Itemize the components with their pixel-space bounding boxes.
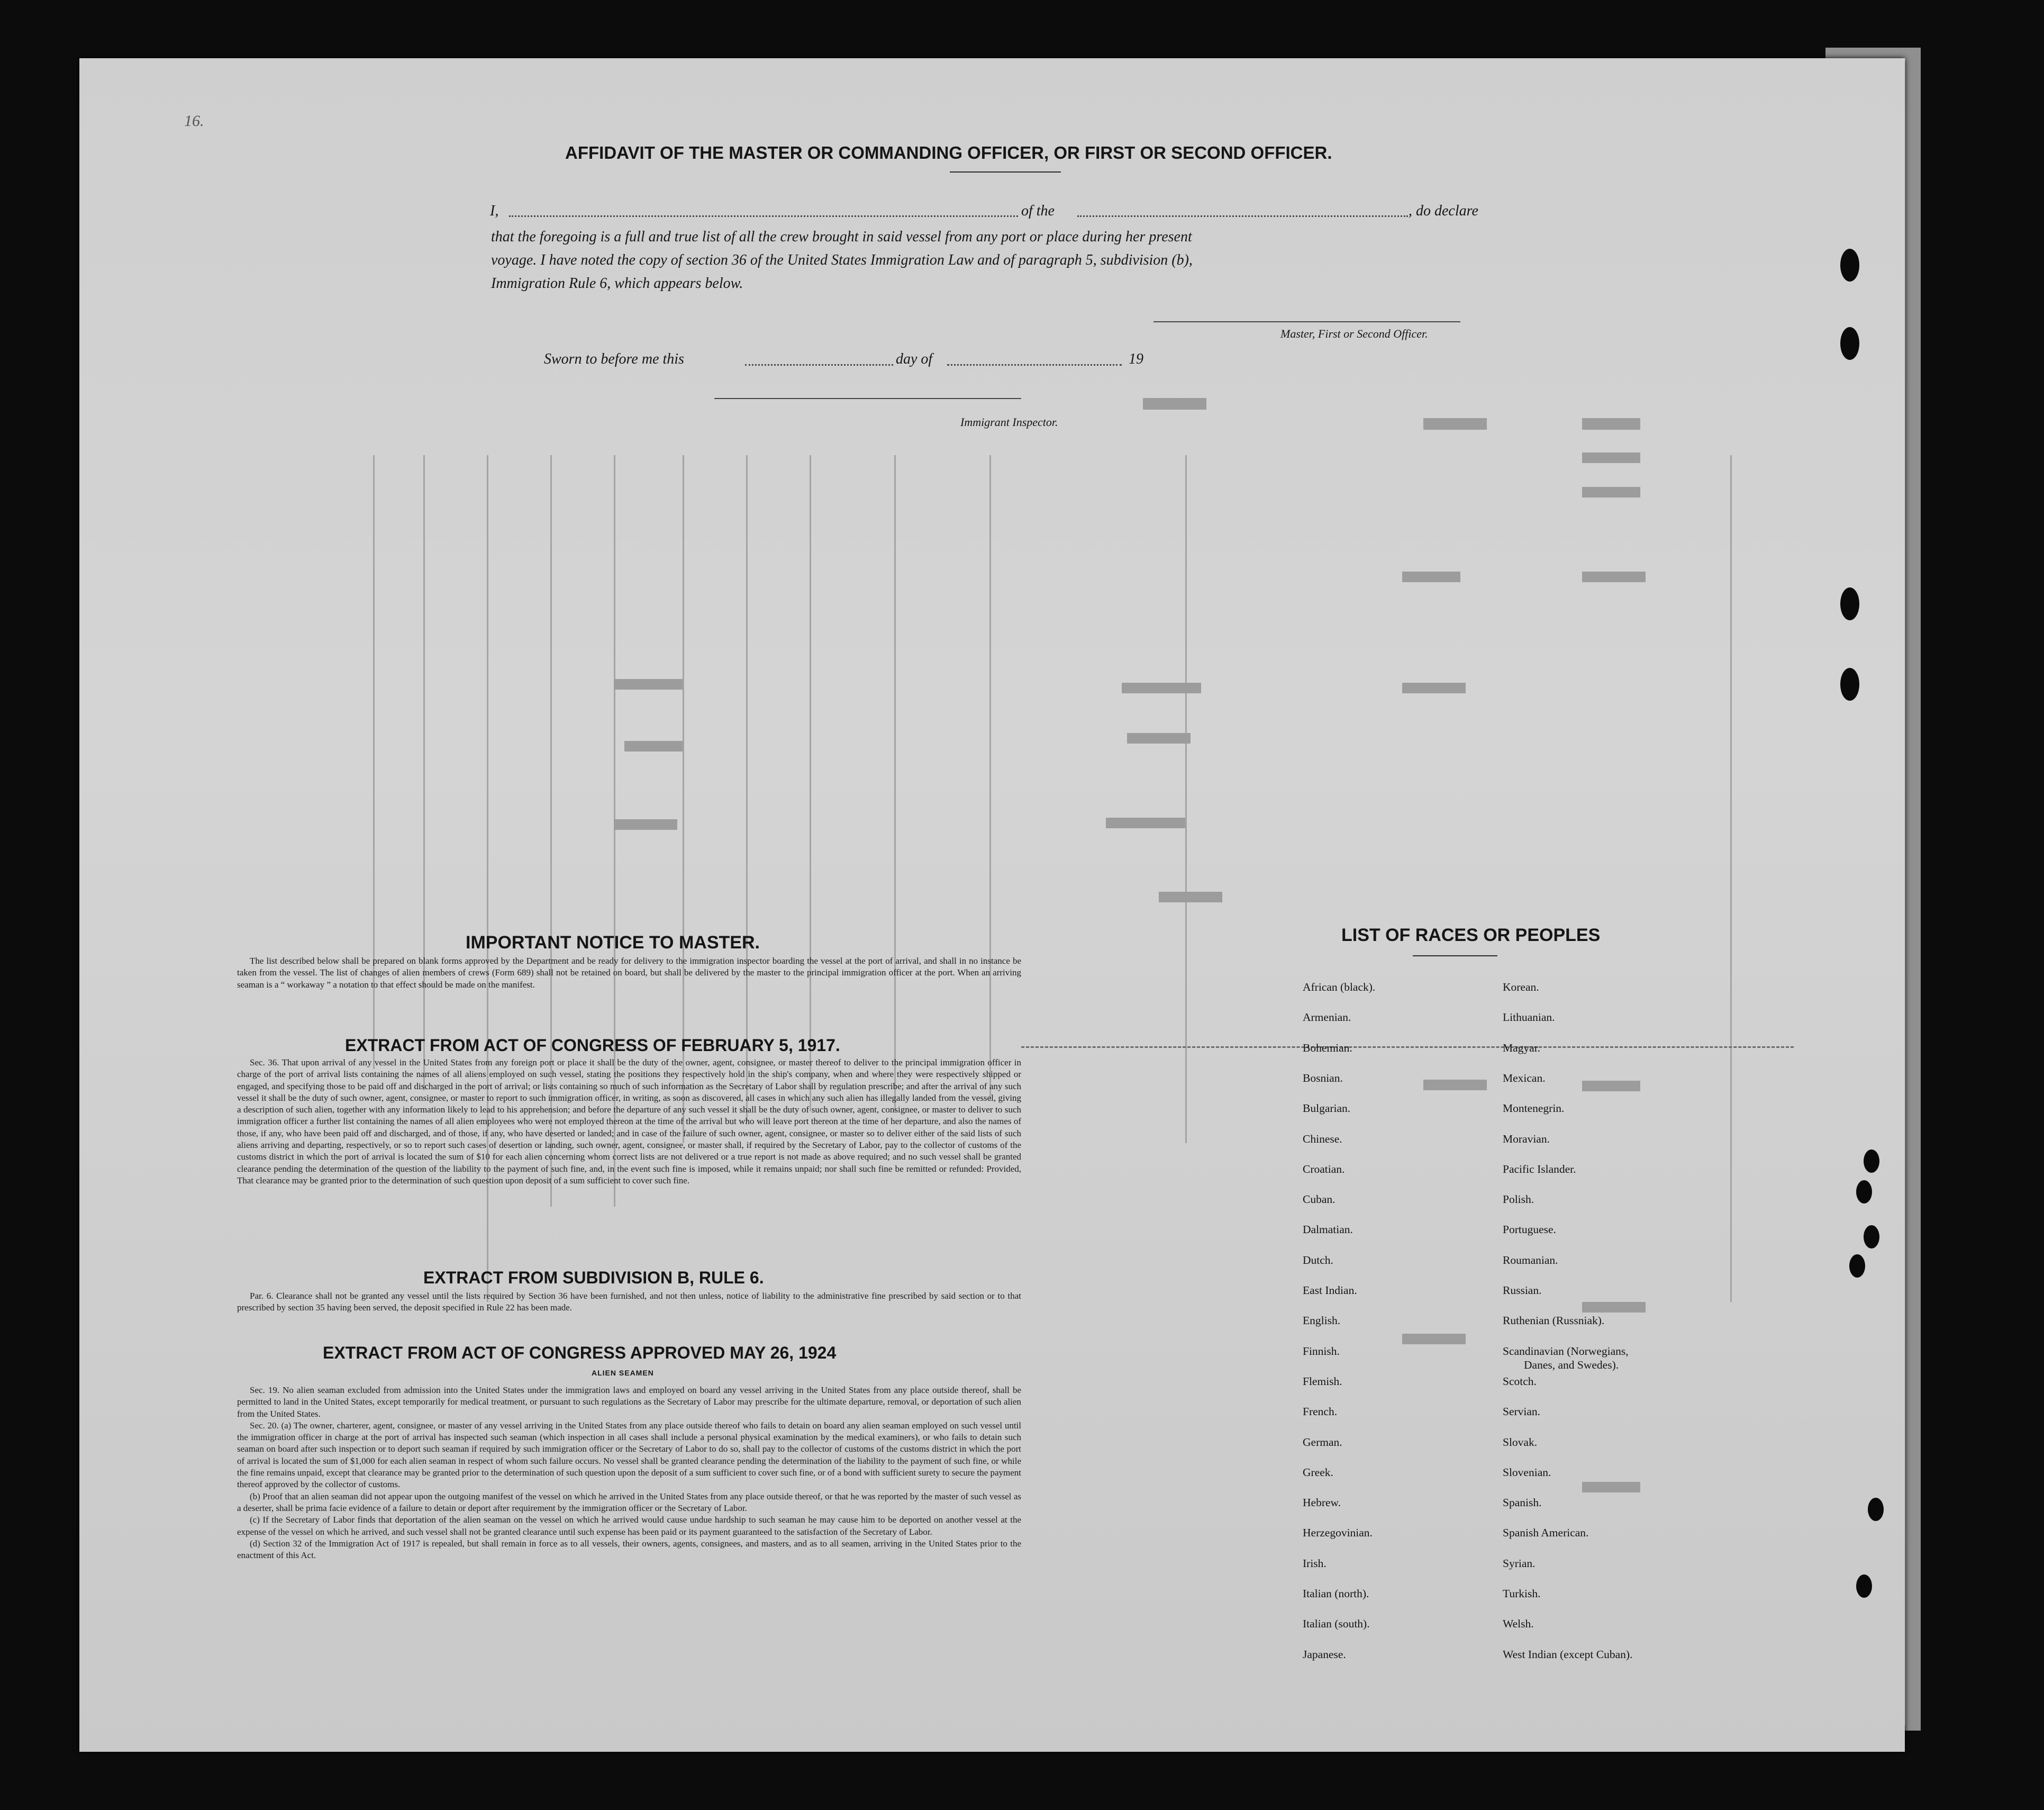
race-item: Bosnian. (1303, 1071, 1343, 1084)
extract-rule6-text (237, 1290, 1021, 1314)
binder-hole (1856, 1574, 1872, 1598)
race-item: East Indian. (1303, 1284, 1357, 1297)
sworn-day-of: day of (896, 351, 933, 367)
race-item: Pacific Islander. (1503, 1162, 1576, 1175)
race-item: Greek. (1303, 1465, 1333, 1479)
race-item: Korean. (1503, 981, 1539, 993)
notice-paragraph: The list described below shall be prepared on blank forms approved by the Department and be ready for delivery to the immigration inspector boarding the vessel at the port of arrival, and shall in no instance be taken from the vessel. The list of changes of alien members of crews (Form 689) shall not be retained on board, but shall be delivered by the master to the principal immigration officer at the port. When an arriving seaman is a “ workaway ” a notation to that effect should be made on the manifest. (237, 956, 1021, 990)
ghost-mark (1143, 398, 1206, 410)
race-item: French. (1303, 1405, 1338, 1418)
race-item: Cuban. (1303, 1193, 1336, 1206)
sworn-month-blank (947, 364, 1122, 366)
section-20c-paragraph: (c) If the Secretary of Labor finds that deportation of the alien seaman on the vessel on which he arrived would cause undue hardship to such seaman he may cause him to be deported on another vessel at the expense of the vessel on which he arrived, and such vessel shall not be granted clearance until such expense has been paid or its payment guaranteed to the satisfaction of the Secretary of Labor. (237, 1515, 1021, 1537)
affidavit-line-2: that the foregoing is a full and true list of all the crew brought in said vessel from any port or place during her present (491, 229, 1192, 245)
race-item: Italian (north). (1303, 1587, 1369, 1600)
ghost-mark (1582, 1302, 1646, 1313)
race-item: Portuguese. (1503, 1223, 1556, 1236)
race-item: Roumanian. (1503, 1253, 1558, 1266)
affidavit-i: I, (490, 203, 499, 219)
races-heading: LIST OF RACES OR PEOPLES (1341, 925, 1601, 945)
vessel-blank (1077, 215, 1408, 217)
race-item: West Indian (except Cuban). (1503, 1648, 1633, 1661)
margin-number: 16. (184, 112, 204, 130)
race-item: Mexican. (1503, 1071, 1546, 1084)
race-item: Moravian. (1503, 1132, 1550, 1145)
race-item: Armenian. (1303, 1011, 1351, 1024)
ghost-column-line (810, 455, 811, 1111)
race-item: English. (1303, 1314, 1341, 1327)
ghost-mark (1582, 487, 1640, 497)
ghost-mark (1582, 572, 1646, 582)
race-item: Scotch. (1503, 1374, 1537, 1388)
ghost-column-line (746, 455, 748, 1122)
section-20d-paragraph: (d) Section 32 of the Immigration Act of 1917 is repealed, but shall remain in force as to all vessels, their owners, agents, consignees, and masters, and as to all seamen, arriving in the United States prior to the enactment of this Act. (237, 1538, 1021, 1561)
ghost-mark (614, 679, 683, 690)
affidavit-do-declare: , do declare (1409, 203, 1478, 219)
race-item: Herzegovinian. (1303, 1526, 1373, 1540)
race-item: Syrian. (1503, 1556, 1536, 1570)
affidavit-heading: AFFIDAVIT OF THE MASTER OR COMMANDING OFFICER, OR FIRST OR SECOND OFFICER. (565, 143, 1332, 162)
race-item: Japanese. (1303, 1648, 1346, 1661)
inspector-line (714, 398, 1021, 399)
race-item: Lithuanian. (1503, 1011, 1555, 1024)
race-item: Croatian. (1303, 1162, 1345, 1175)
ghost-mark (1423, 418, 1487, 430)
ghost-dashed-line (1021, 1046, 1794, 1048)
race-item: Hebrew. (1303, 1496, 1341, 1509)
rule6-paragraph: Par. 6. Clearance shall not be granted any vessel until the lists required by Section 36 have been furnished, and not then unless, notice of liability to the administrative fine prescribed by said section or to that prescribed by section 35 having been served, the deposit specified in Rule 22 has been made. (237, 1291, 1021, 1313)
binder-hole (1840, 327, 1859, 360)
alien-seamen-subheading: ALIEN SEAMEN (592, 1369, 654, 1377)
ghost-column-line (894, 455, 896, 1111)
race-item: Ruthenian (Russniak). (1503, 1314, 1605, 1327)
race-item: Russian. (1503, 1284, 1542, 1297)
affidavit-line-4: Immigration Rule 6, which appears below. (491, 275, 743, 292)
race-item: Italian (south). (1303, 1617, 1370, 1631)
section-20a-paragraph: Sec. 20. (a) The owner, charterer, agent, consignee, or master of any vessel arriving in the United States from any place outside thereof who fails to detain on board any alien seaman employed on such vessel until the immigration officer in charge at the port of arrival has inspected such seaman (which inspection in all cases shall include a personal physical examination by the medical examiners), or who fails to detain such seaman on board after such inspection or to deport such seaman if required by such immigration officer or the Secretary of Labor to do so, shall pay to the collector of customs of the customs district in which the port of arrival is located the sum of $1,000 for each alien seaman in respect of whom such failure occurs. No vessel shall be granted clearance pending the determination of the liability to the payment of such fine, or while the fine remains unpaid, except that clearance may be granted prior to the determination of such question upon the deposit of a sum sufficient to cover such fine, or of a bond with sufficient surety to secure the payment thereof approved by the collector of customs. (237, 1420, 1021, 1490)
ghost-mark (1127, 733, 1191, 744)
race-item: Scandinavian (Norwegians, (1503, 1344, 1629, 1358)
affidavit-line-3: voyage. I have noted the copy of section 36 of the United States Immigration Law and of paragraph 5, subdivision (b), (491, 252, 1193, 268)
binder-hole (1840, 587, 1859, 620)
inspector-label: Immigrant Inspector. (960, 415, 1058, 429)
race-item: Bohemian. (1303, 1041, 1352, 1054)
binder-hole (1849, 1254, 1865, 1278)
race-item: Slovenian. (1503, 1465, 1551, 1479)
ghost-mark (1402, 683, 1466, 693)
race-item: Danes, and Swedes). (1524, 1358, 1619, 1371)
extract-1924-heading: EXTRACT FROM ACT OF CONGRESS APPROVED MAY 26, 1924 (323, 1343, 837, 1362)
binder-hole (1864, 1150, 1879, 1173)
race-item: Chinese. (1303, 1132, 1342, 1145)
binder-hole (1868, 1498, 1884, 1521)
races-heading-rule (1413, 955, 1497, 956)
sworn-year: 19 (1129, 351, 1143, 367)
race-item: Polish. (1503, 1193, 1534, 1206)
extract-1924-text (237, 1384, 1021, 1561)
notice-text (237, 955, 1021, 991)
ghost-column-line (1730, 455, 1732, 1302)
heading-rule (950, 171, 1061, 173)
section-20b-paragraph: (b) Proof that an alien seaman did not appear upon the outgoing manifest of the vessel on which he arrived in the United States from any place outside thereof, or that he was reported by the master of such vessel as a deserter, shall be prima facie evidence of a failure to detain or deport after requirement by the immigration officer or the Secretary of Labor. (237, 1491, 1021, 1513)
ghost-mark (1122, 683, 1201, 693)
ghost-column-line (989, 455, 991, 1101)
ghost-mark (1402, 572, 1460, 582)
race-item: Slovak. (1503, 1435, 1538, 1449)
extract-rule6-heading: EXTRACT FROM SUBDIVISION B, RULE 6. (423, 1268, 764, 1287)
affidavit-of-the: of the (1021, 203, 1055, 219)
binder-hole (1840, 249, 1859, 282)
ghost-mark (1582, 418, 1640, 430)
notice-heading: IMPORTANT NOTICE TO MASTER. (466, 933, 760, 953)
race-item: Servian. (1503, 1405, 1541, 1418)
race-item: Flemish. (1303, 1374, 1342, 1388)
section-36-paragraph: Sec. 36. That upon arrival of any vessel in the United States from any foreign port or place it shall be the duty of the owner, agent, consignee, or master thereof to deliver to the principal immigration officer in charge of the port of arrival lists containing the names of all aliens employed on such vessel, stating the positions they respectively hold in the ship's company, when and where they were respectively shipped or engaged, and specifying those to be paid off and discharged in the port of arrival; or lists containing so much of such information as the Secretary of Labor shall by regulation prescribe; and after the arrival of any such vessel it shall be the duty of such owner, agent, consignee, or master to report to such immigration officer, in writing, as soon as discovered, all cases in which any such alien has illegally landed from the vessel, giving a description of such alien, together with any information likely to lead to his apprehension; and before the departure of any such vessel it shall be the duty of such owner, agent, consignee, or master to deliver to such immigration officer a further list containing the names of all alien employees who were not employed thereon at the time of the arrival but who will leave port thereon at the time of her departure, and also the names of those, if any, who have been paid off and discharged, and of those, if any, who have deserted or landed; and in case of the failure of such owner, agent, consignee, or master so to deliver either of the said lists of such aliens arriving and departing, respectively, or so to report such cases of desertion or landing, such owner, agent, consignee, or master shall, if required by the Secretary of Labor, pay to the collector of customs of the customs district in which the port of arrival is located the sum of $10 for each alien concerning whom correct lists are not delivered or a true report is not made as above required; and no such vessel shall be granted clearance pending the determination of the question of the liability to the payment of such fine, and, in the event such fine is imposed, while it remains unpaid; nor shall such fine be remitted or refunded: Provided, That clearance may be granted prior to the determination of such question upon deposit of a sum sufficient to cover such fine. (237, 1057, 1021, 1185)
binder-hole (1840, 668, 1859, 701)
ghost-mark (1159, 892, 1222, 902)
race-item: German. (1303, 1435, 1342, 1449)
race-item: Dutch. (1303, 1253, 1333, 1266)
sworn-prefix: Sworn to before me this (544, 351, 684, 367)
ghost-mark (1582, 1081, 1640, 1091)
name-blank (509, 215, 1018, 217)
ghost-mark (1106, 818, 1185, 828)
ghost-mark (1582, 453, 1640, 463)
ghost-mark (1423, 1080, 1487, 1090)
race-item: Finnish. (1303, 1344, 1340, 1358)
race-item: Magyar. (1503, 1041, 1541, 1054)
signature-line (1153, 321, 1460, 322)
binder-hole (1864, 1225, 1879, 1248)
ghost-column-line (1185, 455, 1187, 1143)
race-item: Spanish American. (1503, 1526, 1589, 1540)
ghost-mark (614, 819, 677, 830)
race-item: Spanish. (1503, 1496, 1542, 1509)
signature-label: Master, First or Second Officer. (1280, 327, 1428, 340)
sworn-day-blank (745, 364, 893, 366)
race-item: Dalmatian. (1303, 1223, 1353, 1236)
ghost-mark (624, 741, 683, 752)
race-item: Bulgarian. (1303, 1102, 1351, 1115)
extract-1917-text (237, 1057, 1021, 1187)
ghost-mark (1402, 1334, 1466, 1344)
race-item: Irish. (1303, 1556, 1327, 1570)
race-item: Montenegrin. (1503, 1102, 1565, 1115)
race-item: African (black). (1303, 981, 1376, 993)
race-item: Welsh. (1503, 1617, 1534, 1631)
section-19-paragraph: Sec. 19. No alien seaman excluded from admission into the United States under the immigration laws and employed on board any vessel arriving in the United States from any place outside thereof, shall be permitted to land in the United States, except temporarily for medical treatment, or pursuant to such regulations as the Secretary of Labor may prescribe for the ultimate departure, removal, or deportation of such alien from the United States. (237, 1385, 1021, 1419)
binder-hole (1856, 1180, 1872, 1203)
ghost-mark (1582, 1482, 1640, 1492)
extract-1917-heading: EXTRACT FROM ACT OF CONGRESS OF FEBRUARY 5, 1917. (345, 1036, 840, 1055)
race-item: Turkish. (1503, 1587, 1541, 1600)
ghost-column-line (423, 455, 425, 1090)
